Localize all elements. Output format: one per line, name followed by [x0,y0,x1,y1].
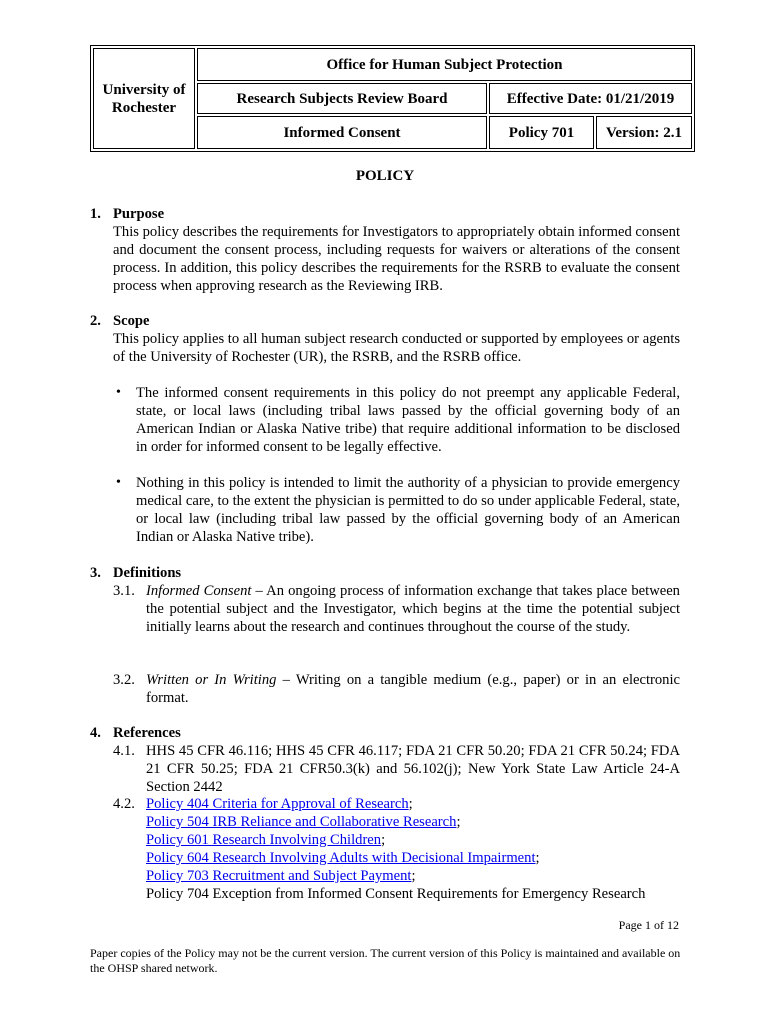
scope-text: This policy applies to all human subject research conducted or supported by employees or agents of the University of Rochester (UR), the RSRB, and the RSRB office. [113,331,680,365]
office-name: Office for Human Subject Protection [197,48,692,81]
list-item: Policy 704 Exception from Informed Consent Requirements for Emergency Research [146,886,646,902]
scope-bullet-2: Nothing in this policy is intended to limit the authority of a physician to provide emergency medical care, to the extent the physician is permitted to do so under applicable Federal, state, or local law (including tribal law passed by the official governing body of an American Indian or Alaska Native tribe). [136,475,680,545]
reference-policy-list [146,795,686,903]
bullet-icon: • [116,385,121,400]
definition-number: 3.1. [113,583,135,599]
section-number-purpose: 1. [90,206,101,222]
list-item [146,813,686,831]
list-item [146,849,686,867]
definition-text: – An ongoing process of information exchange that takes place between the potential subject and the Investigator, which begins at the time the potential subject initially learns about the research and continues throughout the course of the study. [146,583,680,635]
scope-bullet-1: The informed consent requirements in this policy do not preempt any applicable Federal, state, or local laws (including tribal laws passed by the official governing body of an American Indian or Alaska Native tribe) that require additional information to be disclosed in order for informed consent to be legally effective. [136,385,680,455]
definition-number: 3.2. [113,672,135,688]
reference-regulations: HHS 45 CFR 46.116; HHS 45 CFR 46.117; FDA 21 CFR 50.20; FDA 21 CFR 50.24; FDA 21 CFR 50.25; FDA 21 CFR50.3(k) and 56.102(j); New York State Law Article 24-A Section 2442 [146,743,680,795]
link-policy-504[interactable]: Policy 504 IRB Reliance and Collaborative Research [146,814,457,830]
section-heading-references: References [113,725,181,741]
section-number-references: 4. [90,725,101,741]
policy-header-table [90,45,695,152]
definition-written [146,671,680,707]
bullet-icon: • [116,475,121,490]
purpose-text: This policy describes the requirements for Investigators to appropriately obtain informed consent and document the consent process, including requests for waivers or alterations of the consent process. In addition, this policy describes the requirements for the RSRB to evaluate the consent process when approving research as the Reviewing IRB. [113,224,680,294]
definition-informed-consent [146,582,680,636]
university-name: University of Rochester [93,48,195,149]
section-heading-definitions: Definitions [113,565,182,581]
page-footer: Paper copies of the Policy may not be the current version. The current version of this Policy is maintained and available on the OHSP shared network. [90,946,681,975]
effective-date: Effective Date: 01/21/2019 [489,83,692,114]
list-separator: ; [408,796,413,812]
link-policy-404[interactable]: Policy 404 Criteria for Approval of Research [146,796,409,812]
list-item [146,867,686,885]
section-number-scope: 2. [90,313,101,329]
link-policy-703[interactable]: Policy 703 Recruitment and Subject Payment [146,868,412,884]
link-policy-601[interactable]: Policy 601 Research Involving Children [146,832,382,848]
list-separator: ; [411,868,416,884]
policy-number: Policy 701 [489,116,594,149]
section-number-definitions: 3. [90,565,101,581]
link-policy-604[interactable]: Policy 604 Research Involving Adults with Decisional Impairment [146,850,536,866]
list-item [146,831,686,849]
page-number: Page 1 of 12 [618,918,679,932]
list-separator: ; [535,850,540,866]
board-name: Research Subjects Review Board [197,83,487,114]
section-heading-scope: Scope [113,313,150,329]
definition-text: – Writing on a tangible medium (e.g., paper) or in an electronic format. [146,672,680,706]
policy-subject: Informed Consent [197,116,487,149]
list-item [146,795,686,813]
list-separator: ; [381,832,386,848]
definition-term: Informed Consent [146,583,252,599]
policy-version: Version: 2.1 [596,116,692,149]
page-title: POLICY [355,168,415,184]
list-separator: ; [456,814,461,830]
section-heading-purpose: Purpose [113,206,165,222]
reference-number: 4.2. [113,796,135,812]
reference-number: 4.1. [113,743,135,759]
definition-term: Written or In Writing [146,672,277,688]
